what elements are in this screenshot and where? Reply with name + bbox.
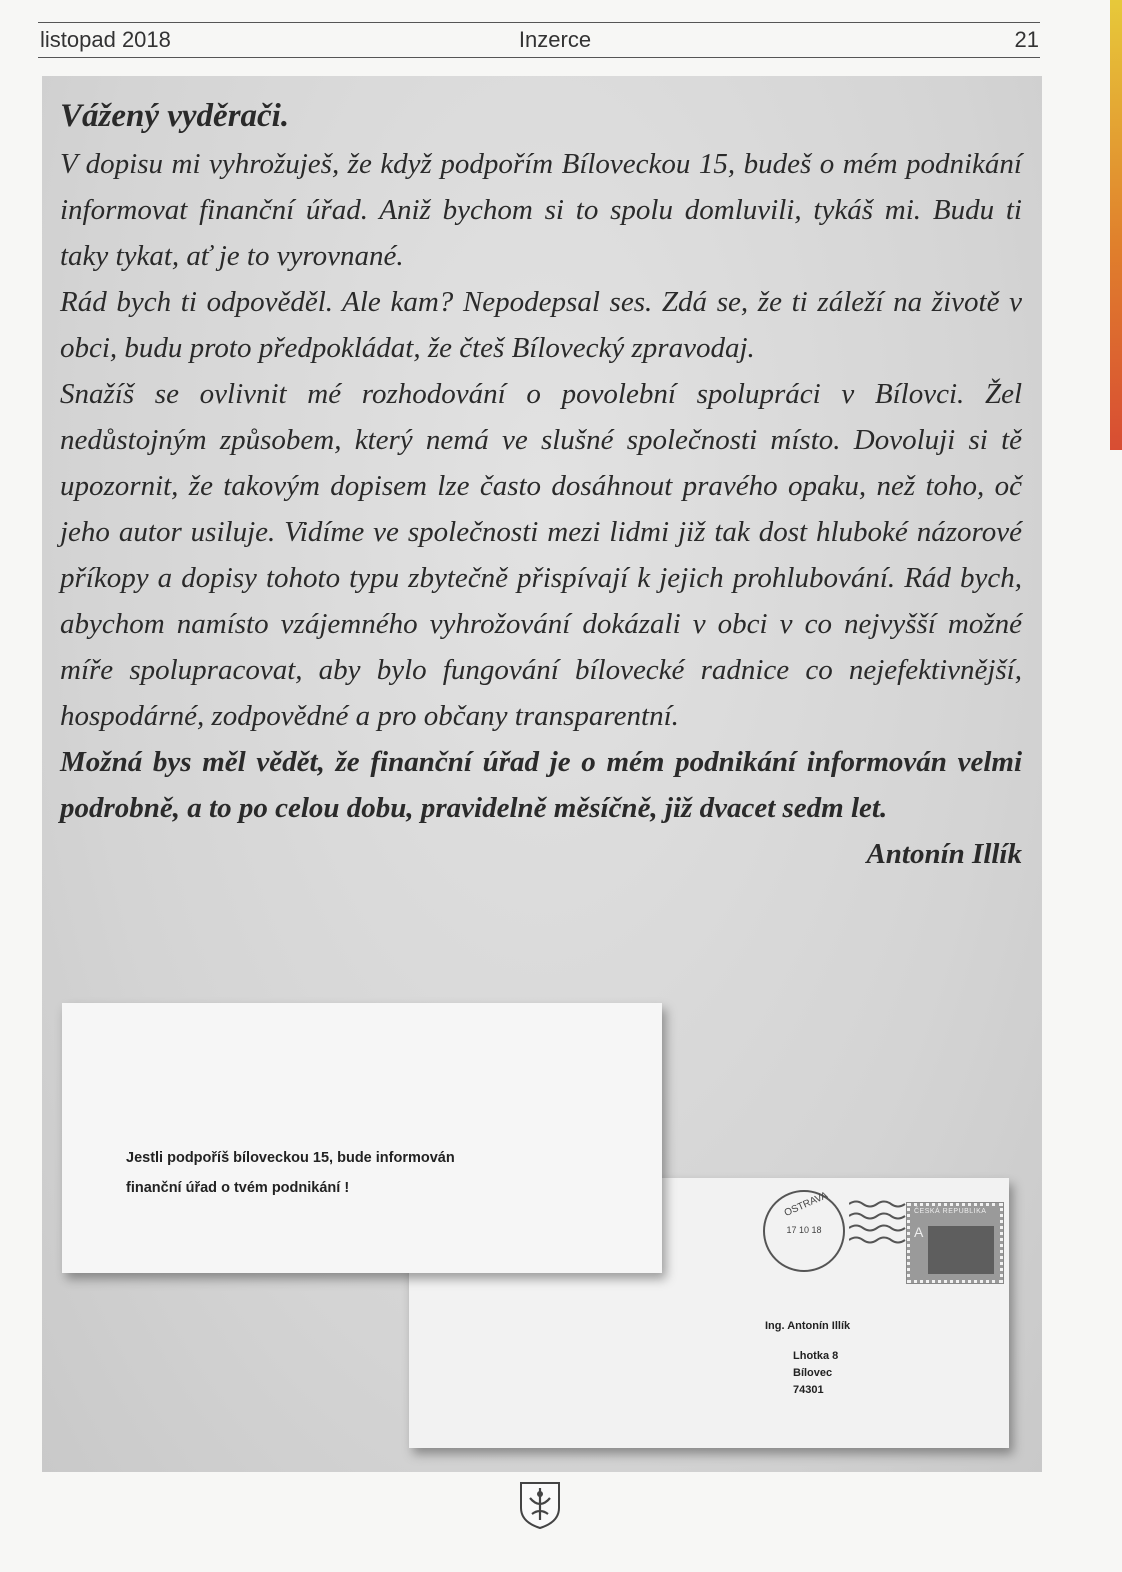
issue-date: listopad 2018: [40, 27, 171, 52]
header-rule-bottom: [38, 57, 1040, 58]
letter-bold-paragraph: Možná bys měl vědět, že finanční úřad je o mém podnikání informován velmi podrobně, a to po celou dobu, pravidelně měsíčně, již dvacet sedm let.: [60, 746, 1022, 824]
header-rule-top: [38, 22, 1040, 23]
page-edge-color-strip: [1110, 0, 1122, 450]
postmark-icon: [763, 1190, 845, 1272]
letter-paragraph-1: V dopisu mi vyhrožuješ, že když podpořím Bíloveckou 15, budeš o mém podnikání informovat finanční úřad. Aniž bychom si to spolu domluvili, tykáš mi. Budu ti taky tykat, ať je to vyrovnané.: [60, 148, 1022, 272]
addressee-name: Ing. Antonín Illík: [765, 1320, 851, 1332]
page-number: 21: [1014, 27, 1039, 52]
stamp-picture: [928, 1226, 994, 1274]
envelope-front-image: [62, 1003, 662, 1273]
address-city: Bílovec: [793, 1367, 833, 1379]
address-street: Lhotka 8: [793, 1350, 839, 1362]
letter-signature: Antonín Illík: [866, 838, 1022, 870]
threat-line-2: finanční úřad o tvém podnikání !: [126, 1180, 350, 1196]
stamp-tariff-letter: A: [914, 1224, 924, 1240]
postage-stamp: [907, 1203, 1003, 1283]
postmark-city: OSTRAVA: [782, 1190, 830, 1219]
address-block: [793, 1348, 838, 1399]
threat-message: [126, 1143, 606, 1203]
stamp-country: ČESKÁ REPUBLIKA: [914, 1208, 987, 1215]
letter-salutation: Vážený vyděrači.: [60, 98, 290, 134]
letter-paragraph-2: Rád bych ti odpověděl. Ale kam? Nepodepsal ses. Zdá se, že ti záleží na životě v obci, budu proto předpokládat, že čteš Bílovecký zpravodaj.: [60, 286, 1022, 364]
threat-line-1: Jestli podpoříš bíloveckou 15, bude informován: [126, 1150, 455, 1166]
section-title: Inzerce: [518, 27, 592, 52]
bilovec-coat-of-arms-icon: [518, 1480, 562, 1530]
cancellation-lines-icon: [849, 1196, 909, 1256]
open-letter: [60, 93, 1022, 877]
address-zip: 74301: [793, 1384, 824, 1396]
postmark-date: 17 10 18: [786, 1225, 822, 1235]
letter-paragraph-3: Snažíš se ovlivnit mé rozhodování o povolební spolupráci v Bílovci. Žel nedůstojným způsobem, který nemá ve slušné společnosti místo. Dovoluji si tě upozornit, že takovým dopisem lze často dosáhnout pravého opaku, než toho, oč jeho autor usiluje. Vidíme ve společnosti mezi lidmi již tak dost hluboké názorové příkopy a dopisy tohoto typu zbytečně přispívají k jejich prohlubování. Rád bych, abychom namísto vzájemného vyhrožování dokázali v obci v co nejvyšší možné míře spolupracovat, aby bylo fungování bílovecké radnice co nejefektivnější, hospodárné, zodpovědné a pro občany transparentní.: [60, 378, 1022, 732]
